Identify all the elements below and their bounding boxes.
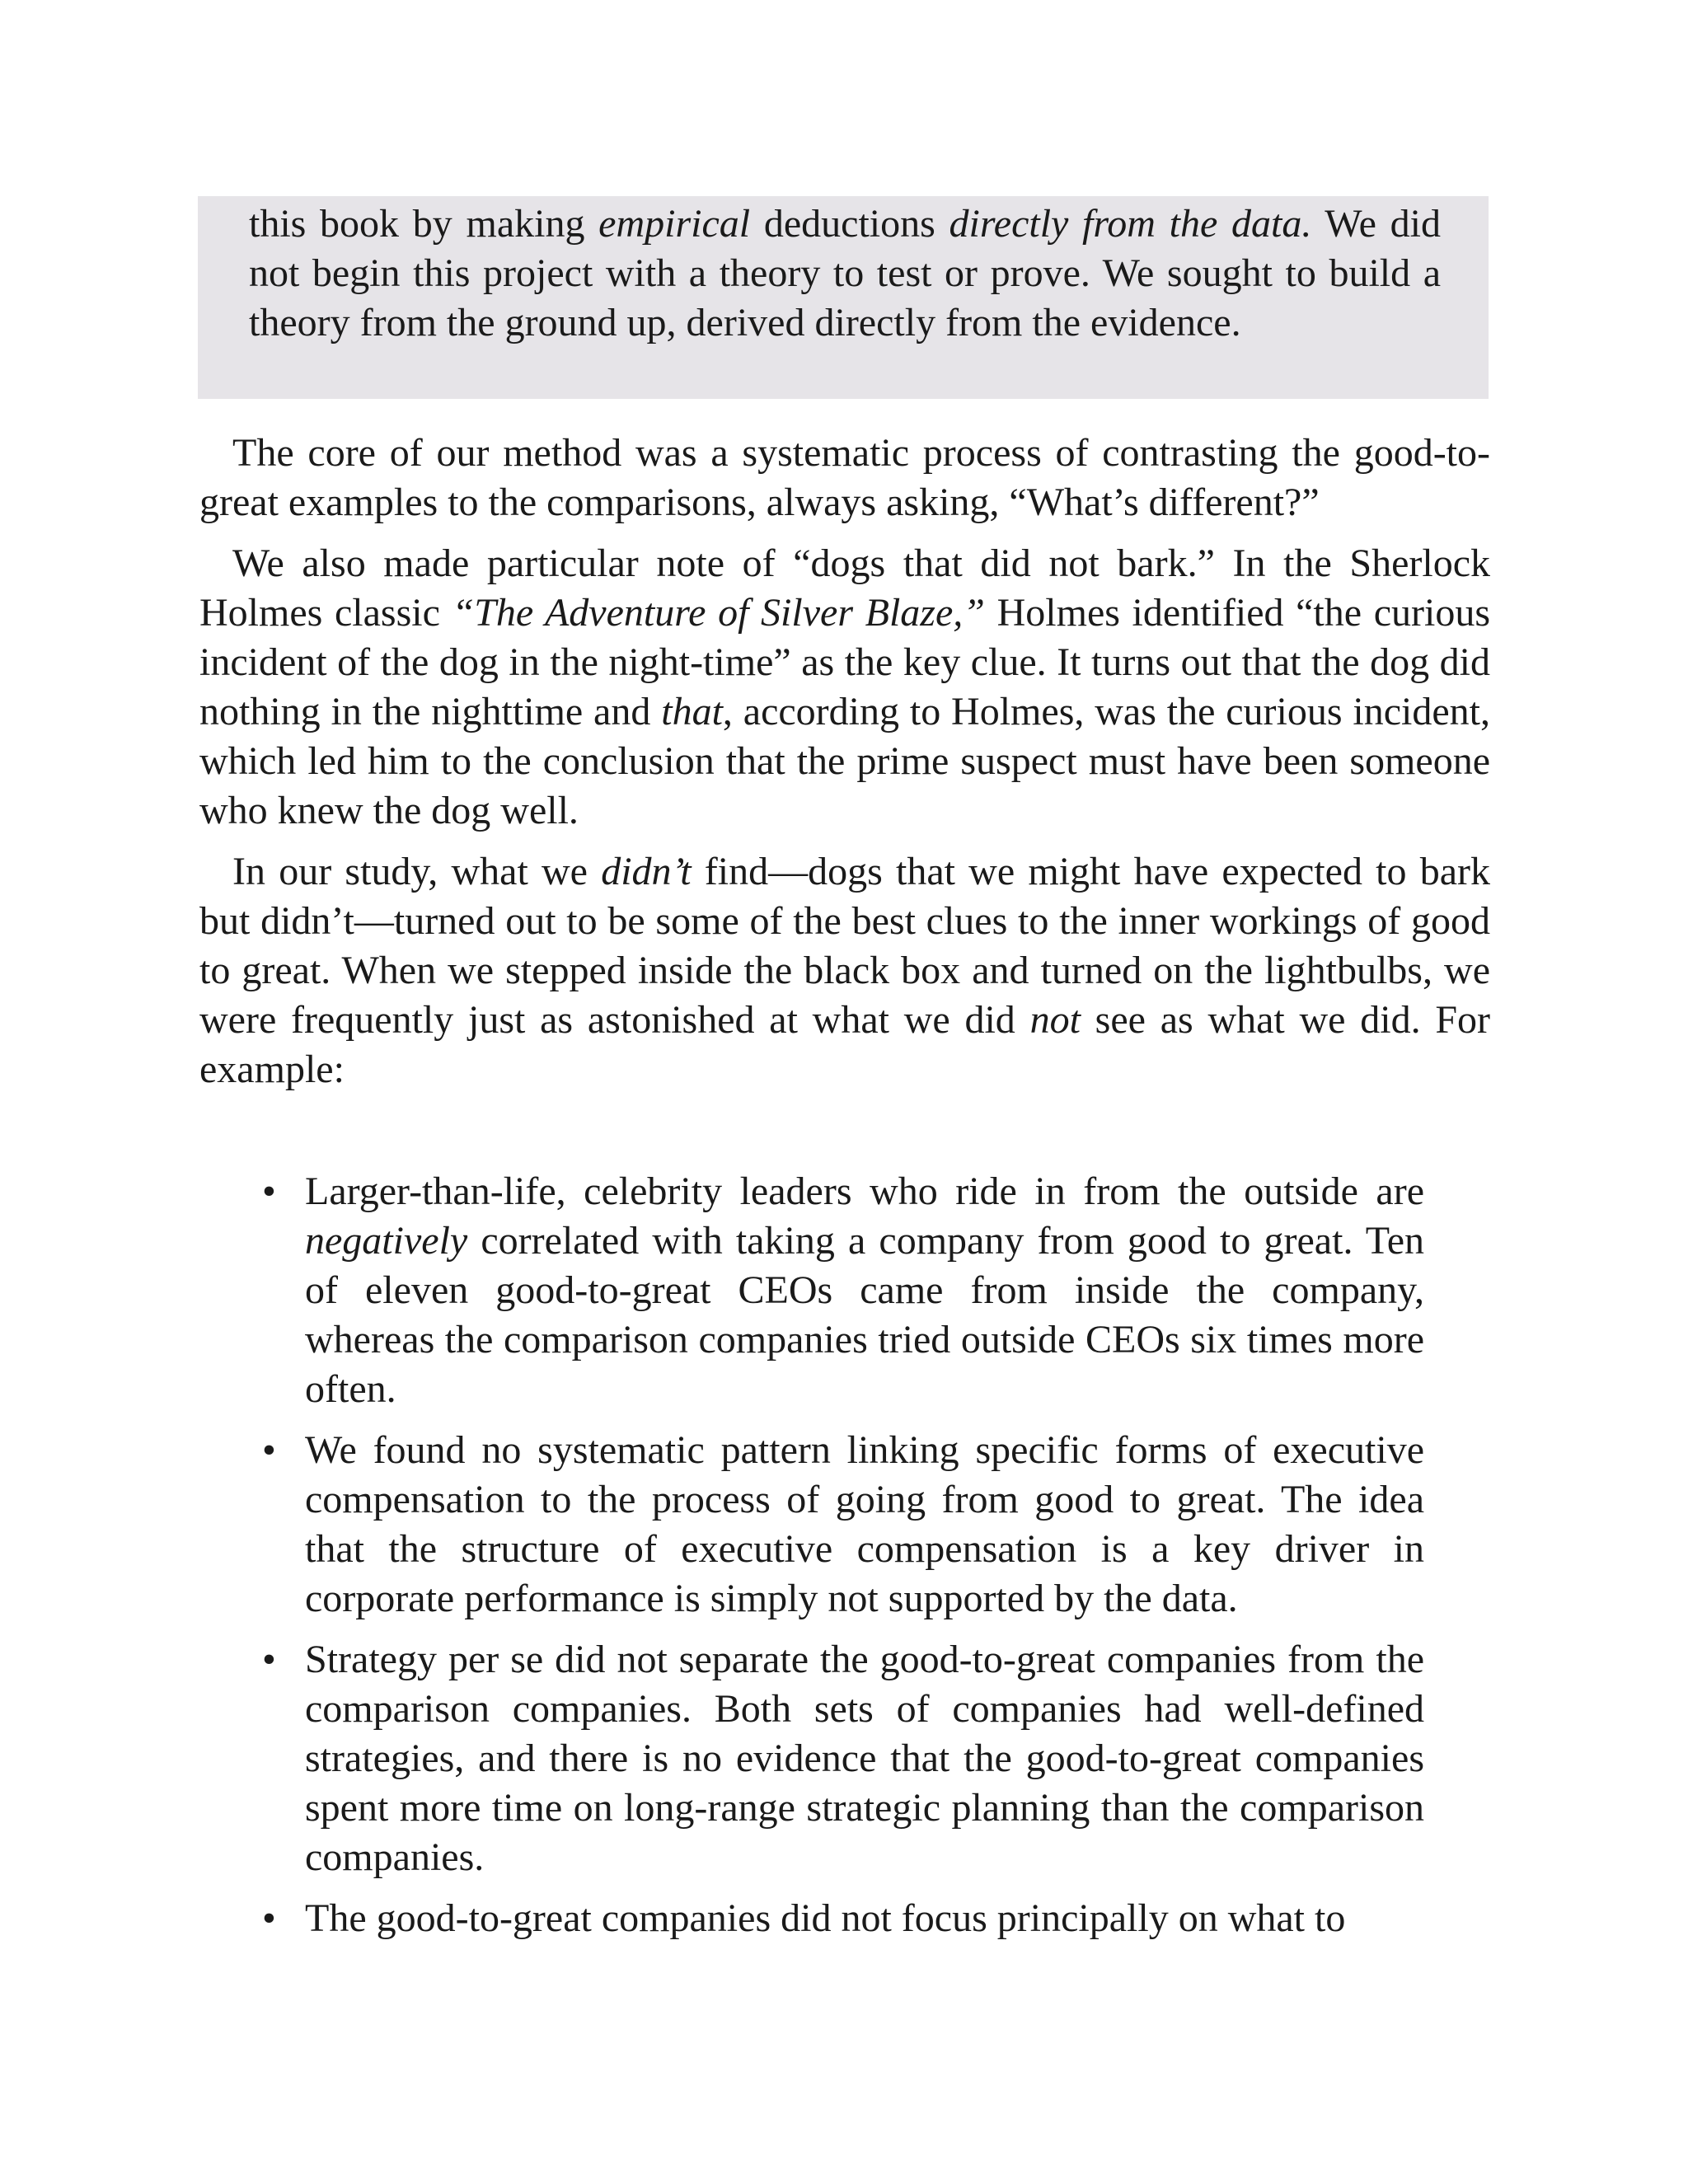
paragraph-dogs-that-did-not-bark: We also made particular note of “dogs that did not bark.” In the Sherlock Holmes classic “The Adventure of Silver Blaze,” Holmes identified “the curious incident of the dog in the night-time” as the key clue. It turns out that the dog did nothing in the nighttime and that, according to Holmes, was the curious incident, which led him to the conclusion that the prime suspect must have been someone who knew the dog well. [199,541,1491,832]
list-item: • Strategy per se did not separate the good-to-great companies from the comparison companies. Both sets of companies had well-defined strategies, and there is no evidence that the good-to-great companies spent more time on long-range strategic planning than the comparison companies. [262,1635,1424,1882]
bullet-icon: • [262,1896,276,1940]
callout-text: this book by making empirical deductions directly from the data. We did not begin this project with a theory to test or prove. We sought to build a theory from the ground up, derived directly from the evidence. [249,202,1442,344]
paragraph-method: The core of our method was a systematic process of contrasting the good-to-great examples to the comparisons, always asking, “What’s different?” [199,431,1490,524]
list-item: • Larger-than-life, celebrity leaders who ride in from the outside are negatively correlated with taking a company from good to great. Ten of eleven good-to-great CEOs came from inside the company, whereas the comparison companies tried outside CEOs six times more often. [262,1167,1424,1414]
list-item: • We found no systematic pattern linking specific forms of executive compensation to the process of going from good to great. The idea that the structure of executive compensation is a key driver in corporate performance is simply not supported by the data. [262,1426,1424,1624]
paragraph-study-findings: In our study, what we didn’t find—dogs that we might have expected to bark but didn’t—turned out to be some of the best clues to the inner workings of good to great. When we stepped inside the black box and turned on the lightbulbs, we were frequently just as astonished at what we did not see as what we did. For example: [199,850,1491,1091]
bullet-icon: • [262,1169,276,1213]
body-text [199,429,1490,1106]
list-item: • The good-to-great companies did not focus principally on what to [262,1894,1424,1943]
bullet-icon: • [262,1638,276,1681]
bullet-icon: • [262,1428,276,1472]
callout-box [198,196,1489,399]
bullet-list [262,1167,1424,1955]
